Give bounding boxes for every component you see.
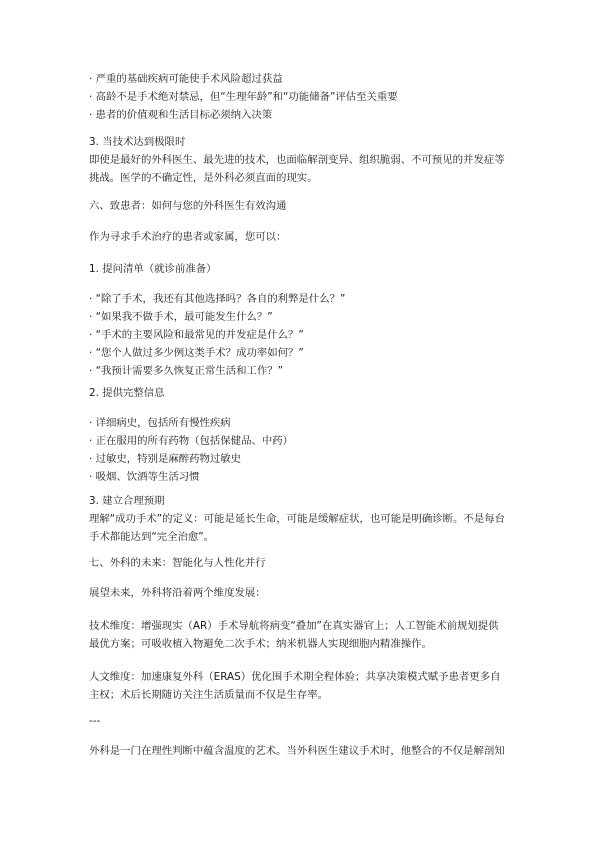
section-title: 六、致患者：如何与您的外科医生有效沟通 — [89, 200, 287, 212]
bullet-item: · 过敏史，特别是麻醉药物过敏史 — [89, 453, 242, 465]
paragraph-line: 即使是最好的外科医生、最先进的技术，也面临解剖变异、组织脆弱、不可预见的并发症等 — [89, 154, 505, 166]
paragraph-line: 展望未来，外科将沿着两个维度发展： — [89, 587, 266, 599]
bullet-item: · “除了手术，我还有其他选择吗？各自的利弊是什么？” — [89, 293, 346, 305]
bullet-item: · 详细病史，包括所有慢性疾病 — [89, 417, 231, 429]
paragraph-line: 作为寻求手术治疗的患者或家属，您可以： — [89, 231, 287, 243]
item-heading: 3. 建立合理预期 — [89, 495, 165, 507]
paragraph-line: 外科是一门在理性判断中蕴含温度的艺术。当外科医生建议手术时，他整合的不仅是解剖知 — [89, 745, 505, 757]
bullet-item: · “您个人做过多少例这类手术？成功率如何？” — [89, 347, 304, 359]
paragraph-line: 手术都能达到“完全治愈”。 — [89, 531, 215, 543]
item-heading: 2. 提供完整信息 — [89, 387, 165, 399]
bullet-item: · 吸烟、饮酒等生活习惯 — [89, 471, 200, 483]
paragraph-line: 挑战。医学的不确定性，是外科必须直面的现实。 — [89, 172, 318, 184]
paragraph-line: 最优方案；可吸收植入物避免二次手术；纳米机器人实现细胞内精准操作。 — [89, 638, 432, 650]
bullet-item: · 严重的基础疾病可能使手术风险超过获益 — [89, 73, 283, 85]
bullet-item: · 患者的价值观和生活目标必须纳入决策 — [89, 109, 273, 121]
section-title: 七、外科的未来：智能化与人性化并行 — [89, 557, 266, 569]
bullet-item: · “如果我不做手术，最可能发生什么？” — [89, 311, 273, 323]
paragraph-line: 理解“成功手术”的定义：可能是延长生命，可能是缓解症状，也可能是明确诊断。不是每台 — [89, 513, 505, 525]
item-heading: 3. 当技术达到极限时 — [89, 136, 186, 148]
bullet-item: · “手术的主要风险和最常见的并发症是什么？” — [89, 329, 304, 341]
paragraph-line: 人文维度：加速康复外科（ERAS）优化围手术期全程体验；共享决策模式赋予患者更多自 — [89, 671, 501, 683]
bullet-item: · 高龄不是手术绝对禁忌，但“生理年龄”和“功能储备”评估至关重要 — [89, 91, 398, 103]
bullet-item: · 正在服用的所有药物（包括保健品、中药） — [89, 435, 294, 447]
item-heading: 1. 提问清单（就诊前准备） — [89, 263, 217, 275]
divider: --- — [89, 715, 101, 727]
bullet-item: · “我预计需要多久恢复正常生活和工作？” — [89, 365, 284, 377]
paragraph-line: 主权；术后长期随访关注生活质量而不仅是生存率。 — [89, 689, 328, 701]
paragraph-line: 技术维度：增强现实（AR）手术导航将病变“叠加”在真实器官上；人工智能术前规划提供 — [89, 620, 499, 632]
